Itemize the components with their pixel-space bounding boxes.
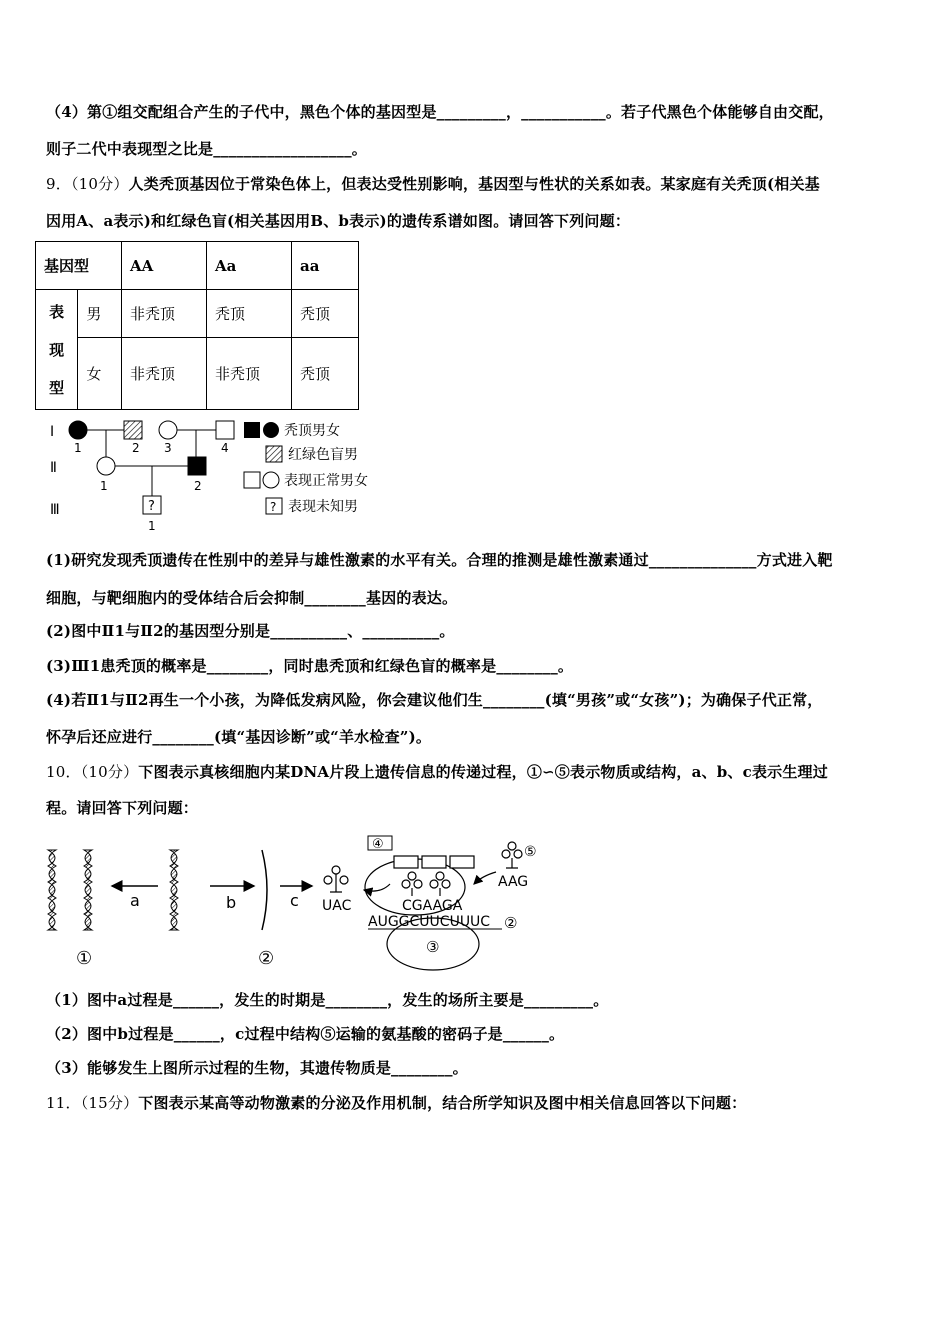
q9-part4-line2: 怀孕后还应进行________(填“基因诊断”或“羊水检查”)。	[46, 728, 432, 746]
label-circle-5: ⑤	[524, 844, 537, 860]
dna-helix-left-1	[48, 850, 56, 930]
label-circle-1: ①	[76, 948, 93, 969]
gene-expression-figure	[40, 832, 540, 972]
II1-number: 1	[100, 479, 108, 493]
table-female-Aa: 非秃顶	[207, 338, 292, 410]
III1-number: 1	[148, 519, 156, 533]
label-circle-4: ④	[372, 837, 384, 852]
dna-helix-left-2	[84, 850, 92, 930]
ribosome-anticodons: CGAAGA	[402, 898, 463, 914]
label-b: b	[226, 893, 237, 912]
table-header-genotype: 基因型	[36, 242, 122, 290]
anticodon-uac: UAC	[322, 898, 352, 914]
q9-stem-line1	[46, 174, 820, 194]
legend-normal: 表现正常男女	[284, 473, 368, 489]
table-header-Aa: Aa	[207, 242, 292, 290]
label-a: a	[130, 891, 140, 910]
q11-score: （15分）	[80, 1094, 139, 1112]
table-female-label: 女	[78, 338, 122, 410]
trna-exit-arrow	[364, 884, 390, 891]
q9-stem-line2: 因用A、a表示)和红绿色盲(相关基因用B、b表示)的遗传系谱如图。请回答下列问题：	[46, 212, 631, 230]
trna-enter-arrow	[474, 872, 496, 884]
polypeptide-chain	[394, 856, 474, 868]
legend-bald-male-icon	[244, 422, 260, 438]
table-header-AA: AA	[122, 242, 207, 290]
genotype-phenotype-table	[35, 241, 359, 410]
legend-normal-male-icon	[244, 472, 260, 488]
table-phenotype-label: 表 现 型	[36, 290, 78, 410]
table-header-aa: aa	[292, 242, 359, 290]
q9-number: 9．	[46, 175, 71, 193]
dna-helix-middle	[170, 850, 178, 930]
trna-5-anticodon: AAG	[498, 874, 529, 890]
gen-label-3: Ⅲ	[50, 502, 60, 518]
legend-normal-female-icon	[263, 472, 279, 488]
label-circle-3: ③	[426, 938, 440, 956]
q9-stem-text: 人类秃顶基因位于常染色体上，但表达受性别影响，基因型与性状的关系如表。某家庭有关秃顶(相关基	[128, 175, 820, 193]
gen-label-1: Ⅰ	[50, 424, 55, 440]
I2-number: 2	[132, 441, 140, 455]
q9-part1-line1: (1)研究发现秃顶遗传在性别中的差异与雄性激素的水平有关。合理的推测是雄性激素通过______________方式进入靶	[46, 551, 833, 569]
q9-part3: (3)Ⅲ1患秃顶的概率是________，同时患秃顶和红绿色盲的概率是________。	[46, 657, 574, 675]
legend-unknown-mark: ?	[270, 500, 277, 514]
label-circle-2-mrna: ②	[504, 914, 518, 932]
legend-unknown: 表现未知男	[288, 499, 358, 515]
label-circle-2: ②	[258, 948, 275, 969]
I1-number: 1	[74, 441, 82, 455]
I3-number: 3	[164, 441, 172, 455]
q11-stem	[46, 1093, 746, 1113]
I2-colorblind-male	[124, 421, 142, 439]
II2-number: 2	[194, 479, 202, 493]
q10-part3: （3）能够发生上图所示过程的生物，其遗传物质是________。	[46, 1059, 468, 1077]
q10-part2: （2）图中b过程是______，c过程中结构⑤运输的氨基酸的密码子是______。	[46, 1025, 565, 1043]
q10-stem-line2: 程。请回答下列问题：	[46, 799, 199, 817]
q10-stem-line1	[46, 762, 828, 782]
trna-5	[502, 842, 522, 868]
I4-number: 4	[221, 441, 229, 455]
I1-bald-female	[69, 421, 87, 439]
legend-colorblind: 红绿色盲男	[288, 447, 358, 463]
III1-question-mark: ?	[148, 499, 155, 514]
q8-part4-line1: （4）第①组交配组合产生的子代中，黑色个体的基因型是_________，___________。若子代黑色个体能够自由交配，	[46, 103, 834, 121]
I3-normal-female	[159, 421, 177, 439]
q10-stem-text: 下图表示真核细胞内某DNA片段上遗传信息的传递过程，①∽⑤表示物质或结构，a、b、c表示生理过	[138, 763, 828, 781]
q10-part1: （1）图中a过程是______，发生的时期是________，发生的场所主要是_________。	[46, 991, 609, 1009]
table-female-AA: 非秃顶	[122, 338, 207, 410]
label-c: c	[290, 891, 299, 910]
I4-normal-male	[216, 421, 234, 439]
table-female-aa: 秃顶	[292, 338, 359, 410]
pedigree-chart	[40, 414, 400, 536]
q10-number: 10．	[46, 763, 81, 781]
legend-colorblind-icon	[266, 446, 282, 462]
legend-bald: 秃顶男女	[284, 423, 340, 439]
gen-label-2: Ⅱ	[50, 460, 57, 476]
trna-uac	[324, 866, 348, 892]
q10-score: （10分）	[80, 763, 139, 781]
q9-score: （10分）	[70, 175, 129, 193]
q9-part4-line1: (4)若Ⅱ1与Ⅱ2再生一个小孩，为降低发病风险，你会建议他们生________(填“男孩”或“女孩”)；为确保子代正常，	[46, 691, 823, 709]
table-male-AA: 非秃顶	[122, 290, 207, 338]
q11-stem-text: 下图表示某高等动物激素的分泌及作用机制，结合所学知识及图中相关信息回答以下问题：	[138, 1094, 747, 1112]
q8-part4-line2: 则子二代中表现型之比是__________________。	[46, 140, 368, 158]
mrna-sequence: AUGGCUUCUUUC	[368, 914, 491, 930]
q9-part2: (2)图中Ⅱ1与Ⅱ2的基因型分别是__________、__________。	[46, 622, 455, 640]
mrna-strand	[262, 850, 267, 930]
trna-in-ribosome	[402, 872, 450, 896]
q11-number: 11．	[46, 1094, 81, 1112]
table-male-aa: 秃顶	[292, 290, 359, 338]
table-male-Aa: 秃顶	[207, 290, 292, 338]
II2-bald-male	[188, 457, 206, 475]
table-male-label: 男	[78, 290, 122, 338]
legend-bald-female-icon	[263, 422, 279, 438]
q9-part1-line2: 细胞，与靶细胞内的受体结合后会抑制________基因的表达。	[46, 589, 458, 607]
II1-normal-female	[97, 457, 115, 475]
